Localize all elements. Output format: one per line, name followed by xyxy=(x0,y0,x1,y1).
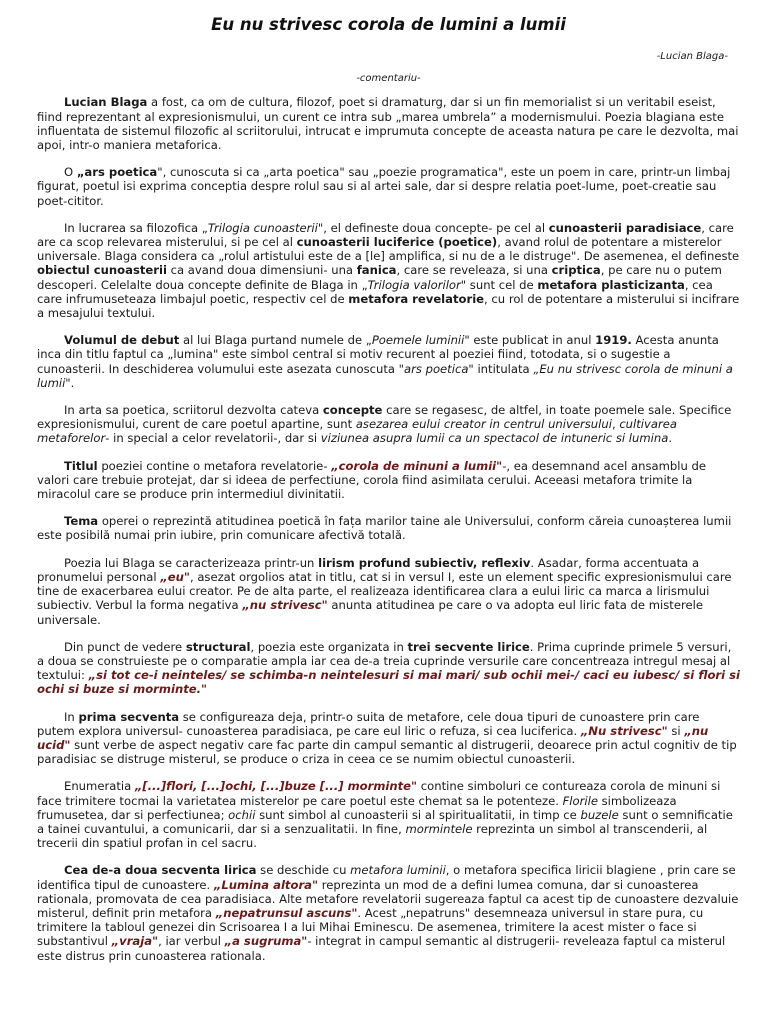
text-run: cunoasterii paradisiace xyxy=(548,220,702,235)
text-run: Enumeratia xyxy=(64,779,135,794)
paragraph-ars-poetica xyxy=(37,165,740,208)
text-run: fanica xyxy=(356,263,397,278)
text-run: „nepatrunsul ascuns" xyxy=(215,905,358,920)
text-run: cultivarea metaforelor xyxy=(37,417,677,446)
text-run: sunt verbe de aspect negativ care fac parte din campul semantic al distrugerii, deoarece prin actul cognitiv de tip paradisiac se distruge misterul, se produce o criza in ceea ce se numim obiectul cunoasterii. xyxy=(37,737,737,767)
text-run: simbolizeaza frumusetea, dar si perfectiunea; xyxy=(37,793,677,822)
text-run: intitulata xyxy=(473,361,534,376)
text-run: "ars poetica" xyxy=(398,361,474,376)
text-run: ", el defineste doua concepte- pe cel al xyxy=(317,220,549,235)
text-run: Din punct de vedere xyxy=(64,639,186,654)
text-run: reprezinta un mod de a defini lumea comuna, dar si cunoasterea rationala, promovata de cea paradisiaca. Alte metafore revelatorii sugereaza faptul ca acest tip de cunoastere dezvaluie misterul, definit prin metafora xyxy=(37,877,739,920)
text-run: In arta sa poetica, scriitorul dezvolta cateva xyxy=(64,403,323,418)
text-run: concepte xyxy=(322,403,383,418)
text-run: " sunt cel de xyxy=(460,277,538,292)
text-run: cunoasterii luciferice (poetice) xyxy=(296,235,498,250)
paragraph-a-doua-secventa xyxy=(37,863,740,962)
text-run: contine simboluri ce contureaza corola de minuni si face trimitere tocmai la varietatea misterelor pe care poetul este chemat sa le potenteze. xyxy=(37,779,721,808)
text-run: In xyxy=(64,709,79,724)
text-run: Poezia lui Blaga se caracterizeaza printr-un xyxy=(64,555,319,570)
text-run: , xyxy=(611,417,620,432)
text-run: „si tot ce-i neinteles/ se schimba-n neintelesuri si mai mari/ sub ochii mei-/ caci eu iubesc/ si flori si ochi si buze si morminte." xyxy=(37,668,741,697)
text-run: Lucian Blaga xyxy=(64,95,148,110)
text-run: „a sugruma" xyxy=(224,934,308,949)
text-run: asezarea eului creator in centrul universului xyxy=(355,417,612,432)
text-run: „vraja" xyxy=(111,934,159,949)
text-run: Acesta anunta inca din titlu faptul ca „lumina" este simbol central si motiv recurent al poeziei fiind, totodata, si o sugestie a cunoasterii. In deschiderea volumului este asezata cunoscuta xyxy=(37,333,719,376)
text-run: poeziei contine o metafora revelatorie- xyxy=(97,458,332,473)
text-run: „Nu strivesc" xyxy=(580,723,668,738)
paragraph-prima-secventa xyxy=(37,710,740,767)
text-run: , iar verbul xyxy=(158,934,225,949)
text-run: „nu strivesc" xyxy=(242,598,328,613)
text-run: structural xyxy=(185,639,251,654)
paragraph-tema xyxy=(37,514,740,542)
text-run: care se regasesc, de altfel, in toate poemele sale. Specifice expresionismului, curent de care poetul apartine, sunt xyxy=(37,403,732,432)
paragraph-titlul xyxy=(37,459,740,502)
text-run: viziunea asupra lumii ca un spectacol de intuneric si lumina xyxy=(320,431,669,446)
text-run: si xyxy=(667,723,685,738)
text-run: „[...]flori, [...]ochi, [...]buze [...] morminte" xyxy=(134,779,418,794)
text-run: , cea care infrumuseteaza limbajul poetic, respectiv cel de xyxy=(37,277,713,306)
paragraph-volum-debut xyxy=(37,333,740,390)
author-line: -Lucian Blaga- xyxy=(656,51,728,62)
paragraph-trilogia xyxy=(37,221,740,320)
text-run: Cea de-a doua secventa lirica xyxy=(64,863,257,878)
text-run: „eu" xyxy=(160,569,190,584)
text-run: O xyxy=(64,165,77,180)
text-run: , care are ca scop relevarea misterului, si pe cel al xyxy=(37,220,734,250)
text-run: reprezinta un simbol al transcenderii, al trecerii din spatiul profan in cel sacru. xyxy=(37,821,708,851)
text-run: „Eu nu strivesc corola de minuni a lumii" xyxy=(37,361,733,390)
text-run: „Lumina altora" xyxy=(213,877,319,892)
text-run: trei secvente lirice xyxy=(407,639,530,654)
text-run: , care se reveleaza, si una xyxy=(396,263,552,278)
text-run: 1919. xyxy=(595,333,632,348)
text-run: . xyxy=(668,431,673,446)
text-run: In lucrarea sa filozofica „ xyxy=(64,220,208,235)
text-run: . Asadar, forma accentuata a pronumelui personal xyxy=(37,555,700,584)
text-run: , cu rol de potentare a misterului si incifrare a mesajului textului. xyxy=(37,291,740,321)
text-run: a fost, ca om de cultura, filozof, poet si dramaturg, dar si un fin memorialist si un veritabil eseist, fiind reprezentant al expresionismului, un curent ce intra sub „marea umbrela” a modernismului. Poezia blagiana este influentata de sistemul filozofic al scriitorului, intrucat e imprumuta concepte de aceasta natura pe care le dezvolta, mai apoi, intr-o maniera metaforica. xyxy=(37,95,739,153)
text-run: „corola de minuni a lumii" xyxy=(331,458,503,473)
text-run: Poemele luminii xyxy=(371,333,465,348)
text-run: se configureaza deja, printr-o suita de metafore, cele doua tipuri de cunoastere prin care putem explora universul- cunoasterea paradisiaca, pe care eul liric o refuza, si cea luciferica. xyxy=(37,709,700,738)
text-run: Tema xyxy=(64,514,99,529)
text-run: . Prima cuprinde primele 5 versuri, a doua se construieste pe o comparatie ampla iar cea de-a treia cuprinde versurile care concentreaza intregul mesaj al textului: xyxy=(37,639,732,683)
text-run: metafora plasticizanta xyxy=(537,277,685,292)
text-run: Volumul de debut xyxy=(64,333,180,348)
document-title: Eu nu strivesc corola de lumini a lumii xyxy=(211,15,566,34)
subtitle: -comentariu- xyxy=(356,73,421,85)
text-run: al lui Blaga purtand numele de „ xyxy=(179,333,372,348)
text-run: ochii xyxy=(228,807,256,822)
text-run: ca avand doua dimensiuni- una xyxy=(166,263,357,278)
text-run: sunt o semnificatie a tainei cuvantului, a comunicarii, dar si a senzualitatii. In fine, xyxy=(37,807,733,836)
text-run: sunt simbol al cunoasterii si al spiritualitatii, in timp ce xyxy=(255,807,581,822)
text-run: criptica xyxy=(551,263,601,278)
text-run: , pe care nu o putem descoperi. Celelalte doua concepte definite de Blaga in „ xyxy=(37,263,722,292)
text-run: se deschide cu xyxy=(256,863,351,878)
text-run: anunta atitudinea pe care o va adopta eul liric fata de misterele universale. xyxy=(37,598,703,627)
text-run: metafora luminii xyxy=(350,863,446,878)
text-run: , o metafora specifica liricii blagiene , prin care se identifica tipul de cunoastere. xyxy=(37,863,736,892)
text-run: ", cunoscuta si ca „arta poetica" sau „poezie programatica", este un poem in care, printr-un limbaj figurat, poetul isi exprima conceptia despre rolul sau si al artei sale, dar si despre relatia poet-lume, poet-creatie sau poet-cititor. xyxy=(37,165,731,208)
text-run: operei o reprezintă atitudinea poetică în fața marilor taine ale Universului, conform căreia cunoașterea lumii este posibilă numai prin iubire, prin comunicare afectivă totală. xyxy=(37,514,732,543)
text-run: , poezia este organizata in xyxy=(250,639,408,654)
text-run: lirism profund subiectiv, reflexiv xyxy=(318,555,531,570)
paragraph-intro xyxy=(37,95,740,152)
paragraph-enumeratia xyxy=(37,779,740,850)
text-run: , avand rolul de potentare a misterelor universale. Blaga considera ca „rolul artistului este de a [le] amplifica, si nu de a le distruge". De asemenea, el defineste xyxy=(37,235,740,264)
paragraph-concepte xyxy=(37,403,740,446)
text-run: „ars poetica xyxy=(76,165,158,180)
text-run: mormintele xyxy=(405,821,473,836)
text-run: . xyxy=(70,375,75,390)
text-run: -, ea desemnand acel ansamblu de valori care trebuie protejat, dar si ideea de perfectiune, corola fiind asimilata cerului. Aceeasi metafora trimite la miracolul care se produce prin intermediul divinitatii. xyxy=(37,458,706,502)
text-run: Trilogia cunoasterii xyxy=(207,220,318,235)
text-run: Trilogia valorilor xyxy=(367,277,461,292)
text-run: prima secventa xyxy=(78,709,180,724)
text-run: Titlul xyxy=(64,458,98,473)
text-run: , asezat orgolios atat in titlu, cat si in versul I, este un element specific expresionismului care tine de exacerbarea eului creator. Pe de alta parte, el realizeaza identificarea clara a eului liric ca marca a lirismului subiectiv. Verbul la forma negativa xyxy=(37,569,732,613)
text-run: " este publicat in anul xyxy=(464,333,596,348)
text-run: - integrat in campul semantic al distrugerii- reveleaza faptul ca misterul este distrus prin cunoasterea rationala. xyxy=(37,934,726,963)
text-run: „nu ucid" xyxy=(37,723,709,752)
text-run: metafora revelatorie xyxy=(348,291,485,306)
text-run: - in special a celor revelatorii-, dar si xyxy=(105,431,321,446)
paragraph-lirism xyxy=(37,556,740,627)
text-run: Florile xyxy=(562,793,598,808)
text-run: . Acest „nepatruns" desemneaza universul in stare pura, cu trimitere la tabloul genezei din Scrisoarea I a lui Mihai Eminescu. De asemenea, trimitere la acest mister o face si substantivul xyxy=(37,905,704,949)
text-run: buzele xyxy=(580,807,619,822)
paragraph-structural xyxy=(37,640,740,697)
text-run: obiectul cunoasterii xyxy=(37,263,167,278)
